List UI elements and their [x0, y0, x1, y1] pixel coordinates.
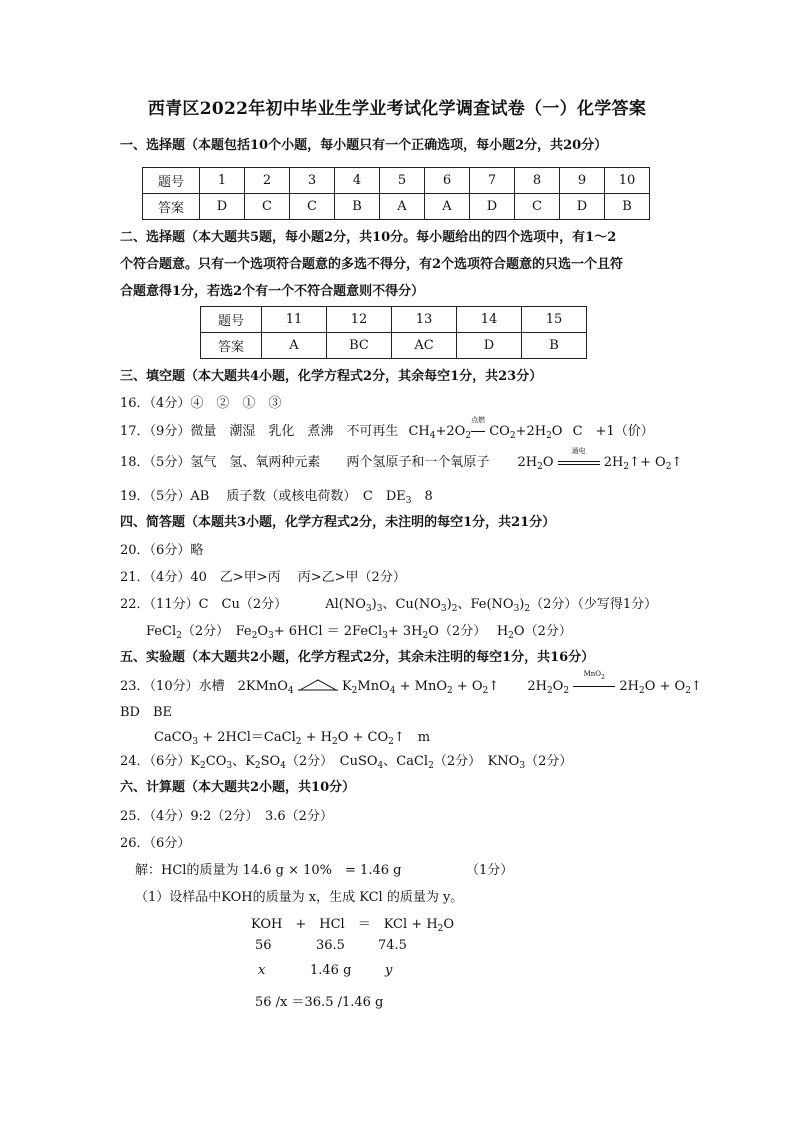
section1-answer-table	[142, 167, 650, 220]
answer-q17-text: 17．（9分）微量 潮湿 乳化 煮沸 不可再生	[120, 424, 399, 439]
table-cell: 9	[560, 168, 605, 194]
answer-q18-text: 18．（5分）氢气 氢、氧两种元素 两个氢原子和一个氧原子	[120, 455, 490, 470]
ratio-equation: 56 /x ＝36.5 /1.46 g	[255, 995, 384, 1010]
answer-q16: 16．（4分）④ ② ① ③	[120, 396, 282, 411]
eq-term: MnO	[357, 679, 390, 694]
eq-term: O（2分） H	[428, 624, 509, 639]
answer-q23-text: 23．（10分）水槽 2KMnO	[120, 679, 288, 694]
eq-term: 2H	[619, 679, 639, 694]
condition-label: 点燃	[471, 416, 486, 424]
eq-term: ↑	[671, 455, 683, 470]
eq-term: （2分） KNO	[433, 754, 520, 769]
eq-term: 2H	[527, 679, 547, 694]
table-cell: 8	[515, 168, 560, 194]
section3-heading: 三、填空题（本大题共4小题，化学方程式2分，其余每空1分，共23分）	[120, 369, 543, 384]
table-cell: A	[425, 194, 470, 220]
eq-term: SO	[260, 754, 281, 769]
eq-term: Al(NO	[325, 597, 366, 612]
solution-line2: （1）设样品中KOH的质量为 x，生成 KCl 的质量为 y。	[135, 890, 464, 905]
table-cell: 4	[335, 168, 380, 194]
eq-term: )	[371, 597, 377, 612]
answer-q24: 24．（6分）$K_2CO_3$、$K_2SO_4(2$分） CuSO$_4$、CaCl$_2$（2分） $KNO_3(2$分）	[120, 754, 573, 771]
molar-mass-hcl: 36.5	[316, 938, 345, 953]
table-cell: 11	[262, 307, 327, 333]
table-header-cell: 答案	[201, 333, 262, 359]
table-cell: 5	[380, 168, 425, 194]
eq-term: KOH + HCl ＝ KCl + H	[251, 917, 438, 932]
table-row	[143, 194, 650, 220]
answer-q18	[120, 447, 683, 472]
eq-term: 、CaCl	[383, 754, 429, 769]
table-cell: 14	[457, 307, 522, 333]
table-cell: 2	[245, 168, 290, 194]
solution-line1-score: （1分）	[466, 863, 514, 878]
section2-answer-table	[200, 306, 587, 359]
eq-term: O（2分）	[513, 624, 572, 639]
molar-mass-koh: 56	[255, 938, 272, 953]
eq-term: CO	[489, 424, 510, 439]
eq-term: O	[443, 917, 455, 932]
eq-term: 、Cu(NO	[382, 597, 441, 612]
answer-q23-line2: BD BE	[120, 705, 173, 720]
condition-label: 通电	[571, 447, 586, 455]
subscript: 3	[405, 496, 412, 506]
eq-term: + MnO	[399, 679, 447, 694]
eq-term: + O	[456, 679, 483, 694]
eq-term: FeCl	[146, 624, 177, 639]
eq-term: ↑	[488, 679, 500, 694]
eq-term: CH	[408, 424, 430, 439]
table-cell: B	[335, 194, 380, 220]
eq-term: O	[257, 624, 269, 639]
table-cell: C	[290, 194, 335, 220]
section2-heading-line3: 合题意得1分，若选2个有一个不符合题意则不得分）	[120, 284, 425, 299]
eq-term: K	[341, 679, 352, 694]
table-cell: 7	[470, 168, 515, 194]
table-cell: 3	[290, 168, 335, 194]
answer-q22-line2: FeCl$_2$（2分） $Fe_2O_3+ 6HCl$ ＝ 2FeCl$_3$+ $3H_2O(2$分） $H_2O(2$分）	[146, 624, 572, 641]
answer-q21: 21．（4分）40 乙>甲>丙 丙>乙>甲（2分）	[120, 570, 406, 585]
table-cell: C	[245, 194, 290, 220]
solution-line1: 解：HCl的质量为 14.6 g × 10% = 1.46 g	[135, 863, 402, 878]
table-cell: D	[560, 194, 605, 220]
table-header-cell: 题号	[201, 307, 262, 333]
table-cell: B	[605, 194, 650, 220]
answer-q22: 22．（11分）C Cu（2分） $Al(NO_3)_3$、$Cu(NO_3)_2$、$Fe(NO_3)_2(2$分）（少写得1分）	[120, 597, 658, 614]
table-cell: A	[262, 333, 327, 359]
eq-term: ↑	[690, 679, 702, 694]
eq-term: ↑ m	[393, 730, 431, 745]
table-row	[201, 333, 587, 359]
section4-heading: 四、简答题（本题共3小题，化学方程式2分，未注明的每空1分，共21分）	[120, 515, 556, 530]
eq-term: 24．（6分）K	[120, 754, 201, 769]
eq-term: 、K	[232, 754, 255, 769]
table-cell: 15	[522, 307, 587, 333]
table-cell: 13	[392, 307, 457, 333]
answer-q23: 23．（10分）水槽 2KMnO$_4$ $K_2MnO_4 + MnO_2$ + $O_2↑$ $2H_2O_2$ MnO$_2$ $2H_2O$ + $O_2↑$	[120, 670, 702, 696]
unknown-x: x	[258, 963, 266, 978]
eq-term: O + CO	[337, 730, 389, 745]
answer-q22-text: 22．（11分）C Cu（2分）	[120, 597, 288, 612]
section6-heading: 六、计算题（本大题共2小题，共10分）	[120, 780, 356, 795]
eq-term: 2H	[603, 455, 624, 470]
section5-heading: 五、实验题（本大题共2小题，化学方程式2分，其余未注明的每空1分，共16分）	[120, 650, 595, 665]
table-cell: A	[380, 194, 425, 220]
mass-hcl: 1.46 g	[310, 963, 352, 978]
table-cell: 1	[200, 168, 245, 194]
eq-term: ↑+ O	[629, 455, 666, 470]
answer-q25: 25．（4分）9:2（2分） 3.6（2分）	[120, 809, 333, 824]
answer-q19-text: 19．（5分）AB 质子数（或核电荷数） C DE	[120, 489, 406, 504]
eq-term: + 6HCl ＝ 2FeCl	[273, 624, 383, 639]
eq-term: （2分） CuSO	[285, 754, 378, 769]
table-cell: 12	[327, 307, 392, 333]
table-row	[201, 307, 587, 333]
q18-equation: $2H_2O$ 通电 $2H_2↑+$ $O_2↑$	[517, 447, 683, 472]
section1-heading: 一、选择题（本题包括10个小题，每小题只有一个正确选项，每小题2分，共20分）	[120, 138, 608, 153]
section2-heading-line1: 二、选择题（本大题共5题，每小题2分，共10分。每小题给出的四个选项中，有1～2	[120, 230, 617, 245]
page-title: 西青区2022年初中毕业生学业考试化学调查试卷（一）化学答案	[147, 99, 647, 119]
eq-term: 、Fe(NO	[457, 597, 514, 612]
answer-q17	[120, 416, 654, 441]
table-cell: D	[470, 194, 515, 220]
condition-label: MnO$_2$	[583, 670, 605, 681]
catalyst-label: MnO	[583, 670, 602, 678]
eq-term: O	[551, 424, 563, 439]
answer-q22-score: （2分）（少写得1分）	[530, 597, 658, 612]
answer-q20: 20．（6分）略	[120, 543, 204, 558]
table-header-cell: 答案	[143, 194, 200, 220]
table-cell: D	[457, 333, 522, 359]
answer-q19	[120, 485, 433, 506]
section2-heading-line2: 个符合题意。只有一个选项符合题意的多选不得分，有2个选项符合题意的只选一个且符	[120, 257, 624, 272]
answer-q19-tail: 8	[411, 489, 433, 504]
eq-term: （2分）	[525, 754, 573, 769]
eq-term: O	[542, 455, 554, 470]
molar-mass-kcl: 74.5	[378, 938, 407, 953]
solution-equation: KOH + HCl ＝ KCl + $H_2O$	[251, 917, 455, 934]
eq-term: （2分） Fe	[181, 624, 252, 639]
reaction-condition	[471, 416, 486, 439]
table-cell: BC	[327, 333, 392, 359]
table-cell: B	[522, 333, 587, 359]
reaction-condition	[558, 447, 600, 470]
table-cell: 10	[605, 168, 650, 194]
table-cell: 6	[425, 168, 470, 194]
table-cell: AC	[392, 333, 457, 359]
table-cell: C	[515, 194, 560, 220]
eq-term: + 2HCl＝CaCl	[202, 730, 296, 745]
table-header-cell: 题号	[143, 168, 200, 194]
table-cell: D	[200, 194, 245, 220]
eq-term: +2H	[515, 424, 547, 439]
q17-equation: $CH_4+2O_2$ 点燃 $CO_2+2H_2O$	[408, 416, 563, 441]
table-row	[143, 168, 650, 194]
eq-term: CO	[205, 754, 227, 769]
eq-term: O + O	[644, 679, 686, 694]
eq-term: 2H	[517, 455, 538, 470]
heat-triangle-icon	[298, 678, 338, 696]
answer-q26: 26．（6分）	[120, 836, 191, 851]
answer-q23-line3: CaCO$_3$ + 2HCl＝CaCl$_2$ + $H_2O$ + $CO_2↑$ m	[154, 730, 431, 747]
reaction-condition	[573, 670, 615, 694]
eq-term: CaCO	[154, 730, 193, 745]
eq-term: + 3H	[387, 624, 423, 639]
eq-term: + H	[305, 730, 332, 745]
eq-term: +2O	[435, 424, 466, 439]
answer-q17-tail: C +1（价）	[572, 424, 654, 439]
unknown-y: y	[385, 963, 393, 978]
